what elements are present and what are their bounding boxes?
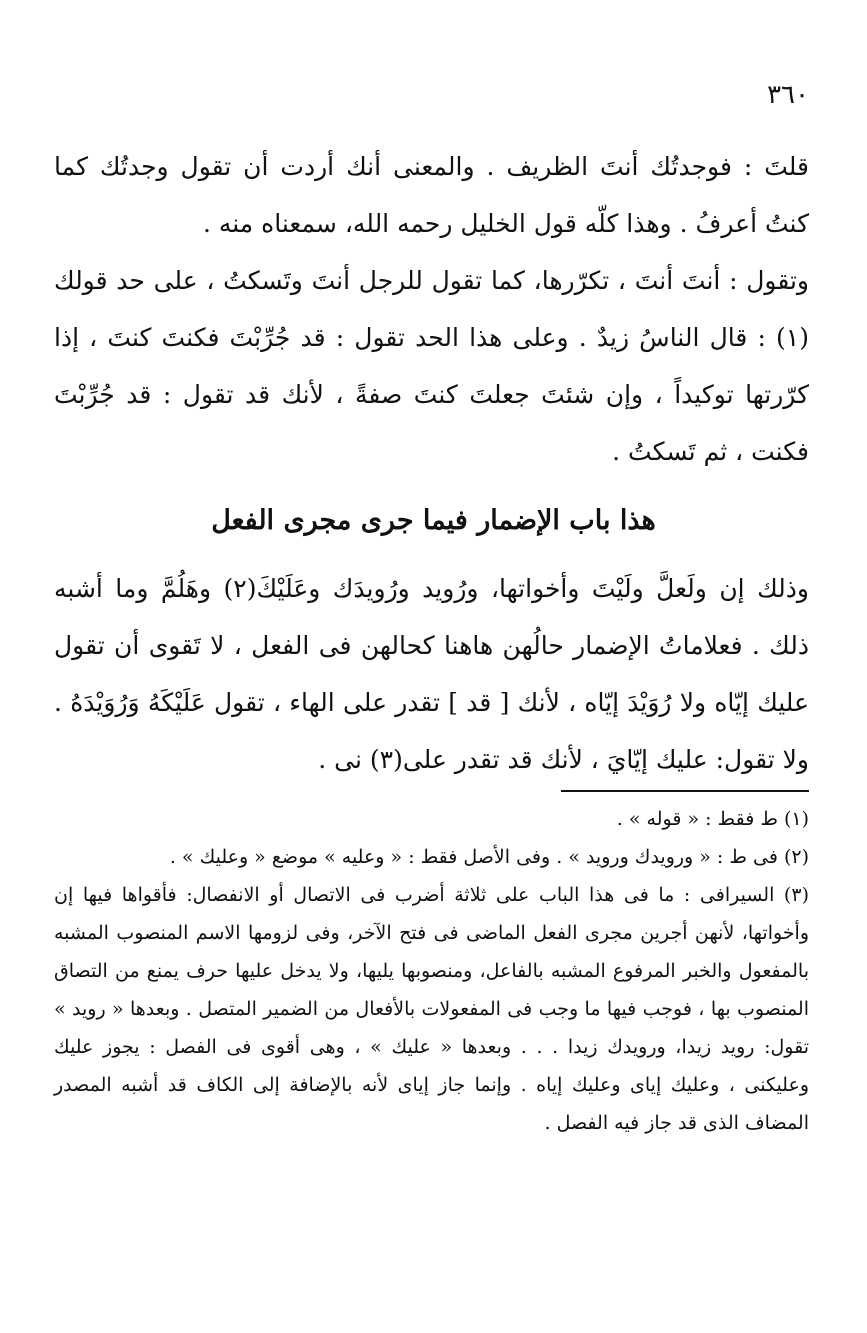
- paragraph-anta-anta: [54, 252, 809, 480]
- footnote-divider: [561, 790, 809, 792]
- footnote-2: (٢) فى ط : « ورويدك ورويد » . وفى الأصل فقط : « وعليه » موضع « وعليك » .: [169, 846, 809, 868]
- paragraph-idmar: [54, 560, 809, 788]
- footnotes: [54, 800, 809, 1142]
- paragraph-text: وذلك إن ولَعلَّ ولَيْتَ وأخواتها، ورُويد ورُويدَك وعَلَيْكَ(٢) وهَلُمَّ وما أشبه ذلك . فعلاماتُ الإضمار حالُهن هاهنا كحالهن فى الفعل ، لا تَقوى أن تقول عليك إيّاه ولا رُوَيْدَ إيّاه ، لأنك [ قد ] تقدر على الهاء ، تقول عَلَيْكَهُ وَرُوَيْدَهُ . ولا تقول: عليك إيّايَ ، لأنك قد تقدر على(٣) نى .: [54, 574, 809, 774]
- paragraph-text: وتقول : أنتَ أنتَ ، تكرّرها، كما تقول للرجل أنتَ وتَسكتُ ، على حد قولك (١) : قال الناسُ زيدٌ . وعلى هذا الحد تقول : قد جُرِّبْتَ فكنتَ كنتَ ، إذا كرّرتها توكيداً ، وإن شئتَ جعلتَ كنتَ صفةً ، لأنك قد تقول : قد جُرِّبْتَ فكنت ، ثم تَسكتُ .: [54, 266, 809, 466]
- section-heading: هذا باب الإضمار فيما جرى مجرى الفعل: [211, 505, 656, 536]
- footnote-1: (١) ط فقط : « قوله » .: [616, 808, 809, 830]
- footnote-3: (٣) السيرافى : ما فى هذا الباب على ثلاثة أضرب فى الاتصال أو الانفصال: فأقواها فيها إن وأخواتها، لأنهن أجرين مجرى الفعل الماضى فى فتح الآخر، وفى لزومها الاسم المنصوب المشبه بالمفعول والخبر المرفوع المشبه بالفاعل، ومنصوبها يليها، ولا يدخل عليها حرف يمنع من التصاق المنصوب بها ، فوجب فيها ما وجب فى المفعولات بالأفعال من الضمير المتصل . وبعدها « رويد » تقول: رويد زيدا، ورويدك زيدا . . . وبعدها « عليك » ، وهى أقوى فى الفصل : يجوز عليك وعليكنى ، وعليك إياى وعليك إياه . وإنما جاز إياى لأنه بالإضافة إلى الكاف قد أشبه المصدر المضاف الذى قد جاز فيه الفصل .: [54, 884, 809, 1134]
- paragraph-khalil-quote: [54, 138, 809, 252]
- page-number: ٣٦٠: [767, 80, 809, 110]
- paragraph-text: قلتَ : فوجدتُك أنتَ الظريف . والمعنى أنك أردت أن تقول وجدتُك كما كنتُ أعرفُ . وهذا كلّه قول الخليل رحمه الله، سمعناه منه .: [54, 152, 809, 238]
